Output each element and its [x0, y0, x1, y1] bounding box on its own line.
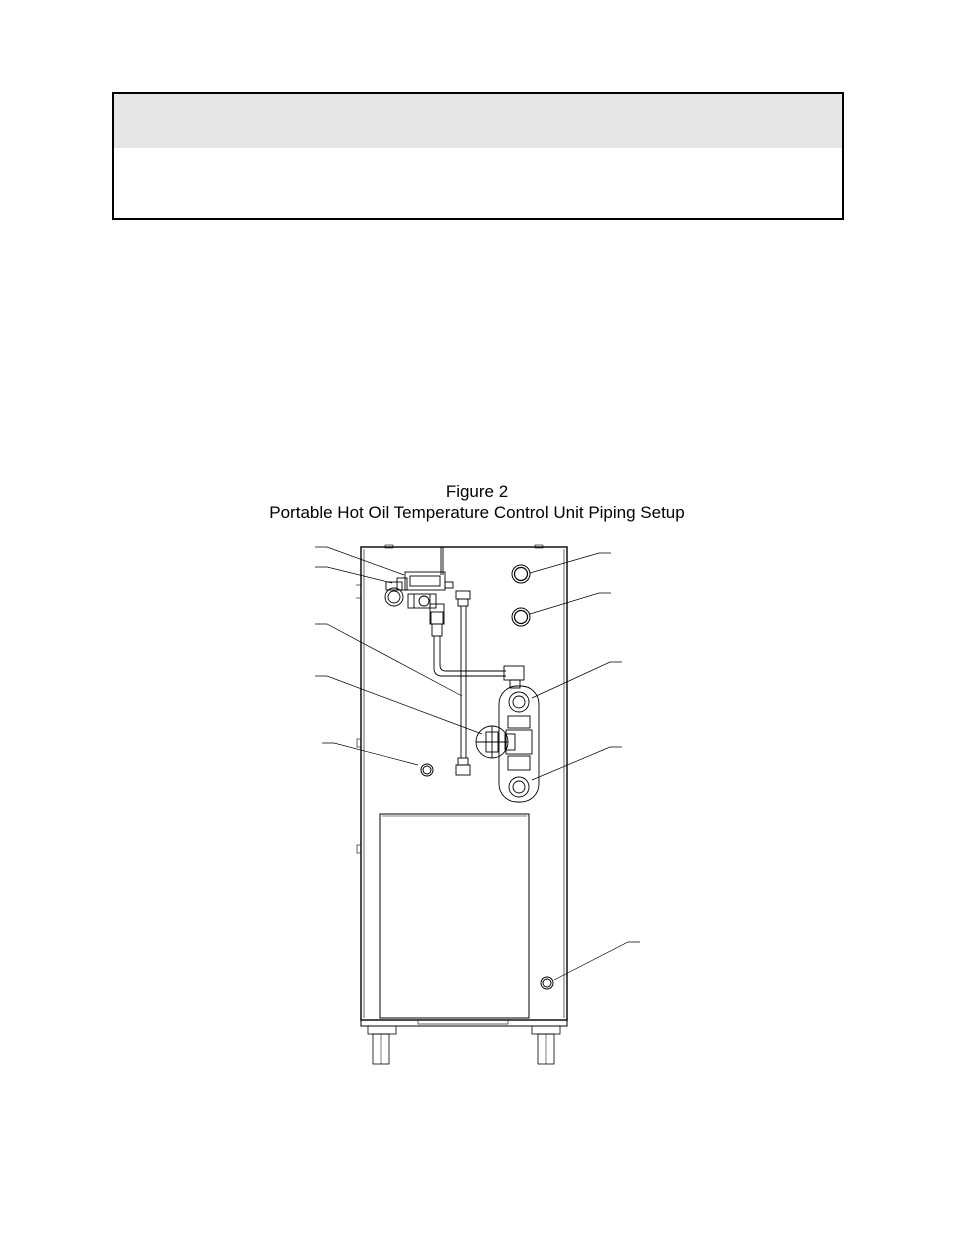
solenoid-valve — [385, 547, 453, 636]
right-caster — [532, 1026, 560, 1064]
sight-glass — [456, 591, 470, 775]
top-port-2 — [512, 608, 530, 626]
figure-label: Figure 2 — [445, 482, 509, 501]
left-caster — [368, 1026, 396, 1064]
flex-line — [434, 636, 524, 688]
top-port-1 — [512, 565, 530, 583]
handwheel-valve — [476, 726, 515, 758]
cabinet — [356, 545, 567, 1026]
small-port — [421, 764, 433, 776]
drain-port — [541, 977, 553, 989]
figure-title: Portable Hot Oil Temperature Control Unit Piping Setup — [269, 503, 685, 522]
